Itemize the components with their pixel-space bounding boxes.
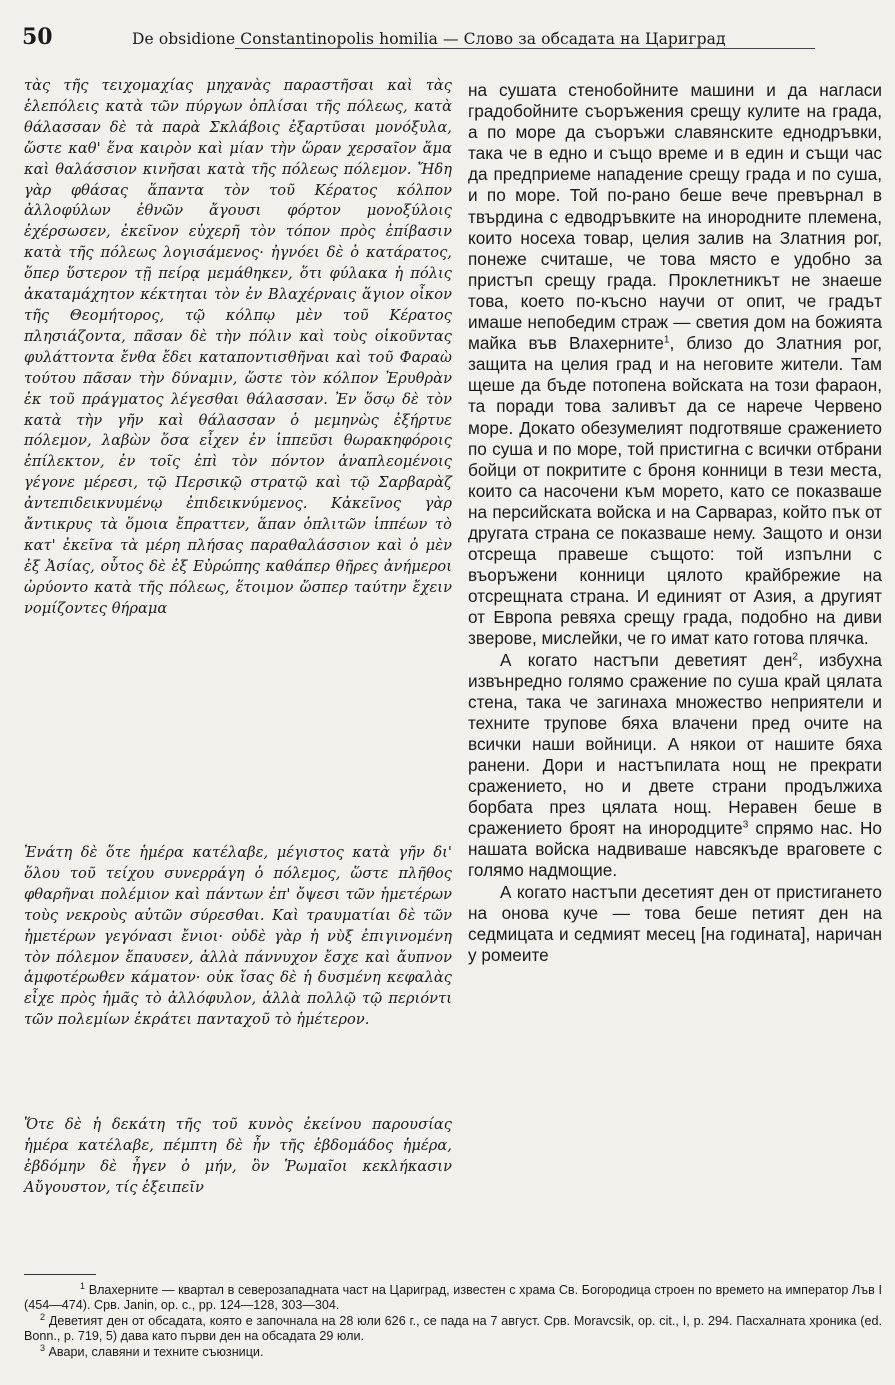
footnote-ref-1: 1	[663, 334, 670, 346]
footnote-rule	[24, 1274, 96, 1275]
footnote-number: 2	[40, 1311, 46, 1322]
footnote-ref-2: 2	[792, 650, 798, 662]
greek-paragraph-3: Ὅτε δὲ ἡ δεκάτη τῆς τοῦ κυνὸς ἐκείνου παρουσίας ἡμέρα κατέλαβε, πέμπτη δὲ ἦν τῆς ἑβδομάδος ἡμέρα, ἑβδόμην δὲ ἦγεν ὁ μήν, ὃν Ῥωμαῖοι κεκλήκασιν Αὔγουστον, τίς ἐξειπεῖν	[24, 1116, 452, 1196]
greek-column	[24, 76, 452, 620]
bulgarian-text: , избухна извънредно голямо сражение по суша край цялата стена, така че загинаха множество неприятели и техните трупове бяха влачени пред очите на всички наши войници. А някои от нашите бяха ранени. Дори и настъпилата нощ не прекрати сражението, но и двете страни продължиха борбата през цялата нощ. Неравен беше в сражението броят на инородците	[468, 649, 882, 839]
greek-column-3	[24, 1115, 452, 1199]
greek-paragraph-2: Ἐνάτη δὲ ὅτε ἡμέρα κατέλαβε, μέγιστος κατὰ γῆν δι' ὅλου τοῦ τείχου συνερράγη ὁ πόλεμος, ὥστε πλῆθος φθαρῆναι πολέμιον καὶ πάντων ἐπ' ὄψεσι τῶν ἡμετέρων τοὺς νεκροὺς αὐτῶν σύρεσθαι. Καὶ τραυματίαι δὲ τῶν ἡμετέρων γεγόνασι ἔνιοι· οὐδὲ γὰρ ἡ νὺξ ἐπιγινομένη τὸν πόλεμον ἔπαυσεν, ἀλλὰ πάννυχον ἔσχε καὶ ἄυπνον ἀμφοτέρωθεν κάματον· οὐκ ἴσας δὲ ἡ δυσμένη κεφαλὰς εἶχε πρὸς ἡμᾶς τὸ ἀλλόφυλον, ἀλλὰ πολλῷ τῷ περιόντι τῶν πολεμίων ἐκράτει πανταχοῦ τὸ ἡμέτερον.	[24, 844, 452, 1029]
footnote-text: Деветият ден от обсадата, която е започнала на 28 юли 626 г., се пада на 7 август. Срв. Moravcsik, op. cit., I, p. 294. Пасхалната хроника (ed. Bonn., p. 719, 5) дава като първи ден на обсадата 29 юли.	[24, 1313, 882, 1344]
greek-paragraph-1: τὰς τῆς τειχομαχίας μηχανὰς παραστῆσαι καὶ τὰς ἑλεπόλεις κατὰ τῶν πύργων ὁπλίσαι τῆς πόλεως, κατὰ θάλασσαν δὲ τὰ παρὰ Σκλάβοις ἐξαρτῦσαι μονόξυλα, ὥστε καθ' ἕνα καιρὸν καὶ μίαν τὴν ὥραν χερσαῖον ἅμα καὶ θαλάσσιον κινῆσαι κατὰ τῆς πόλεως πόλεμον. Ἤδη γὰρ φθάσας ἅπαντα τὸν τοῦ Κέρατος κόλπον ἀλλοφύλων ἐθνῶν ἄγουσι φόρτον μονοξύλοις ἐχέρσωσεν, ἐκεῖνον εὐχερῆ τὸν τόπον πρὸς ἐπίβασιν κατὰ τῆς πόλεως λογισάμενος· ἠγνόει δὲ ὁ κατάρατος, ὅπερ ὕστερον τῇ πείρᾳ μεμάθηκεν, ὅτι φύλακα ἡ πόλις ἀκαταμάχητον κέκτηται τὸν ἐν Βλαχέρναις ἅγιον οἶκον τῆς Θεομήτορος, τῷ κόλπῳ μὲν τοῦ Κέρατος πλησιάζοντα, πᾶσαν δὲ τὴν πόλιν καὶ τοὺς οἰκοῦντας φυλάττοντα ἔνθα ἔδει καταποντισθῆναι καὶ τοῦ Φαραὼ τούτου πᾶσαν τὴν δύναμιν, ὥστε τὸν κόλπον Ἐρυθρὰν ἐκ τοῦ πράγματος λέγεσθαι θάλασσαν. Ἐν ὅσῳ δὲ τὸν κατὰ τὴν γῆν καὶ θάλασσαν ὁ μεμηνὼς ἐξήρτυε πόλεμον, λαβὼν ὅσα εἶχεν ἐν ἱππεῦσι θωρακηφόροις ἐπίλεκτον, ἐν τοῖς ἐπὶ τὸν πόντον ἀναπλεομένοις γέγονε μέρεσι, τῷ Περσικῷ στρατῷ καὶ τῷ Σαρβαρὰζ ἀντεπιδεικνυμένῳ ἐπιδεικνύμενος. Κἀκεῖνος γὰρ ἄντικρυς τὰ ὅμοια ἔπραττεν, ἅπαν ὁπλιτῶν ἱππέων τὸ κατ' ἐκεῖνα τὰ μέρη πλήσας παραθαλάσσιον καὶ ὁ μὲν ἐξ Ἀσίας, οὗτος δὲ ἐξ Εὐρώπης καθάπερ θῆρες ἀνήμεροι ὠρύοντο κατὰ τῆς πόλεως, ἕτοιμον ὥσπερ ταύτην ἔχειν νομίζοντες θήραμα	[24, 77, 452, 617]
footnotes	[24, 1280, 882, 1360]
footnote-text: Авари, славяни и техните съюзници.	[48, 1344, 264, 1359]
running-title: De obsidione Constantinopolis homilia — Слово за обсадата на Цариград	[132, 30, 726, 48]
page-number: 50	[22, 24, 53, 50]
bulgarian-text: , близо до Златния рог, защита на целия град и на неговите жители. Там щеше да бъде потопена войската на този фараон, та поради това заливът да се нарече Червено море. Докато обезумелият подготвяше сражението по суша и по море, той пристигна с всички отбрани бойци от покритите с броня конници в тези места, които са насочени към морето, като се показваше на персийската войска и на Сарвараз, който пък от другата страна се показваше нему. Защото и онзи отсреща правеше същото: той изпълни с въоръжени конници цялото крайбрежие на отсрещната страна. И единият от Азия, а другият от Европа ревяха срещу града, подобно на диви зверове, мислейки, че го имат като готова плячка.	[468, 333, 882, 649]
header-rule	[235, 48, 815, 49]
bulgarian-paragraph-2	[468, 650, 882, 882]
bulgarian-paragraph-3: А когато настъпи десетият ден от пристигането на онова куче — това беше петият ден на седмицата и седмият месец [на годината], наричан у ромеите	[468, 881, 882, 965]
footnote-number: 3	[40, 1342, 46, 1353]
page-header	[22, 24, 882, 50]
footnote-text: Влахерните — квартал в северозападната част на Цариград, известен с храма Св. Богородица строен по времето на император Лъв I (454—474). Срв. Janin, op. c., pp. 124—128, 303—304.	[24, 1283, 882, 1313]
footnote-3	[24, 1342, 882, 1360]
footnote-2	[24, 1311, 882, 1345]
greek-column-2	[24, 843, 452, 1031]
bulgarian-text: спрямо нас. Но нашата войска надвиваше навсякъде враговете с голямо надмощие.	[468, 818, 882, 881]
footnote-ref-3: 3	[742, 819, 749, 831]
footnote-number: 1	[80, 1280, 86, 1291]
bulgarian-text: А когато настъпи деветият ден	[500, 649, 793, 670]
bulgarian-column	[468, 80, 882, 966]
footnote-1	[24, 1280, 882, 1314]
bulgarian-text: на сушата стенобойните машини и да нагласи градобойните съоръжения срещу кулите на града, а по море да съоръжи славянските еднодръвки, така че в едно и също време и в един и същи час да предприеме нападение срещу града и по суша, и по море. Той по-рано беше вече превърнал в твърдина с едводръвките на инородните племена, които носеха товар, целия залив на Златния рог, понеже считаше, че това място е удобно за пристъп срещу града. Проклетникът не знаеше това, което по-късно научи от опит, че градът имаше непобедим страж — светия дом на божията майка във Влахерните	[468, 80, 882, 354]
bulgarian-paragraph-1	[468, 80, 882, 650]
